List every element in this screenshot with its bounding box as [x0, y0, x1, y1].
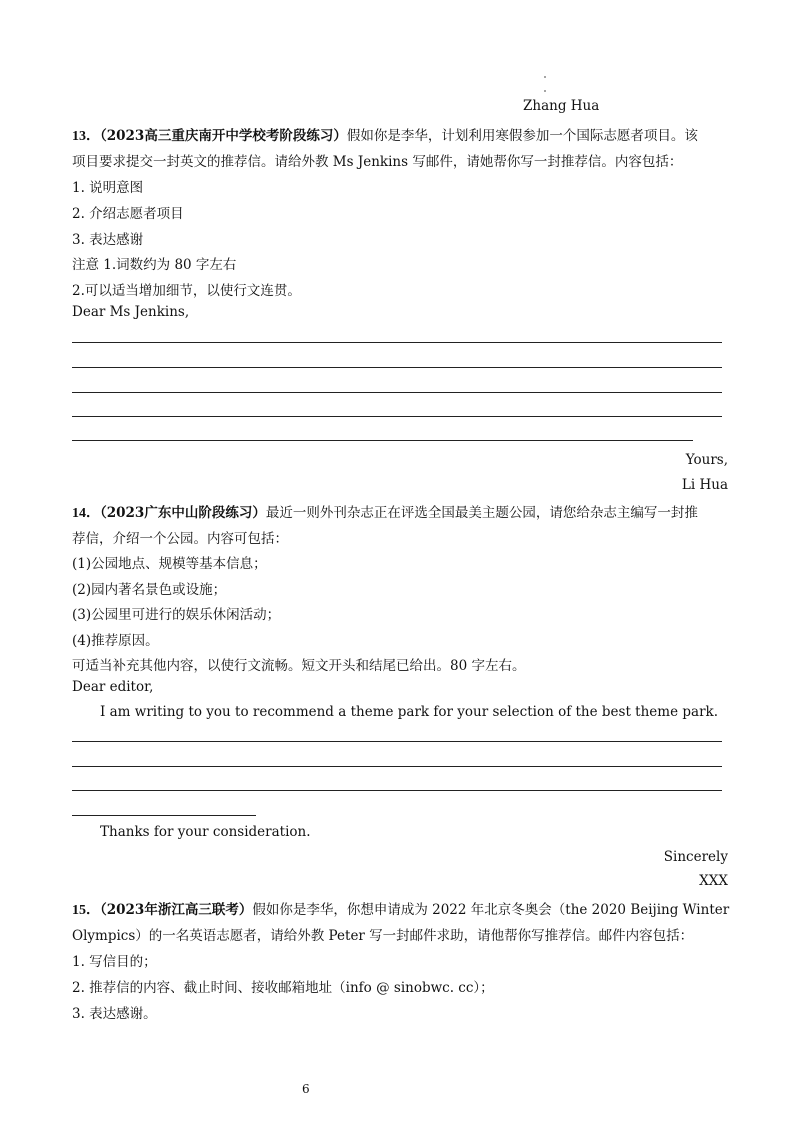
q14-writing-line	[72, 741, 722, 742]
q13-closing: Yours,	[685, 452, 728, 468]
q14-writing-line	[72, 766, 722, 767]
q15-item-1: 1. 写信目的；	[72, 954, 157, 970]
page-number: 6	[302, 1082, 310, 1096]
q13-writing-line	[72, 440, 693, 441]
q13-greeting: Dear Ms Jenkins,	[72, 304, 190, 320]
q13-writing-line	[72, 416, 722, 417]
q14-writing-line	[72, 790, 722, 791]
stray-mark	[544, 90, 546, 92]
q15-number: 15．	[72, 903, 100, 918]
q13-item-1: 1. 说明意图	[72, 180, 144, 196]
q14-opening-sentence: I am writing to you to recommend a theme park for your selection of the best theme park.	[100, 704, 718, 720]
q13-prompt-text1: 假如你是李华，计划利用寒假参加一个国际志愿者项目。该	[346, 128, 698, 144]
q13-writing-line	[72, 367, 722, 368]
q14-note: 可适当补充其他内容，以使行文流畅。短文开头和结尾已给出。80 字左右。	[72, 658, 526, 674]
q13-source: （2023高三重庆南开中学校考阶段练习）	[100, 128, 347, 144]
q14-writing-line	[72, 815, 256, 816]
q15-prompt-line2: Olympics）的一名英语志愿者，请给外教 Peter 写一封邮件求助，请他帮你写推荐信。邮件内容包括：	[72, 928, 694, 944]
q14-prompt-text1: 最近一则外刊杂志正在评选全国最美主题公园，请您给杂志主编写一封推	[265, 505, 698, 521]
q15-item-2: 2. 推荐信的内容、截止时间、接收邮箱地址（info @ sinobwc. cc）；	[72, 980, 494, 996]
q14-number: 14．	[72, 506, 100, 521]
q13-writing-line	[72, 392, 722, 393]
q13-signature: Li Hua	[681, 477, 728, 493]
stray-mark	[544, 76, 546, 78]
q13-number: 13．	[72, 129, 100, 144]
q14-greeting: Dear editor,	[72, 679, 154, 695]
q14-item-1: (1)公园地点、规模等基本信息；	[72, 556, 267, 572]
q13-prompt-line2: 项目要求提交一封英文的推荐信。请给外教 Ms Jenkins 写邮件，请她帮你写一封推荐信。内容包括：	[72, 154, 683, 170]
q14-prompt-line2: 荐信，介绍一个公园。内容可包括：	[72, 531, 288, 547]
previous-signature: Zhang Hua	[523, 98, 600, 114]
q13-note-1: 注意 1.词数约为 80 字左右	[72, 257, 237, 273]
q13-writing-line	[72, 342, 722, 343]
q14-source: （2023广东中山阶段练习）	[100, 505, 266, 521]
q15-item-3: 3. 表达感谢。	[72, 1006, 157, 1022]
q14-item-3: (3)公园里可进行的娱乐休闲活动；	[72, 607, 281, 623]
q14-closing: Sincerely	[663, 849, 728, 865]
q13-note-2: 2.可以适当增加细节，以使行文连贯。	[72, 283, 301, 299]
q14-item-2: (2)园内著名景色或设施；	[72, 582, 227, 598]
q13-item-3: 3. 表达感谢	[72, 232, 144, 248]
q15-prompt-line1	[72, 898, 729, 919]
q13-prompt-line1	[72, 124, 698, 145]
q15-source: （2023年浙江高三联考）	[100, 902, 253, 918]
q13-item-2: 2. 介绍志愿者项目	[72, 206, 184, 222]
q15-prompt-text1: 假如你是李华，你想申请成为 2022 年北京冬奥会（the 2020 Beijing Winter	[252, 902, 730, 918]
q14-thanks: Thanks for your consideration.	[100, 824, 311, 840]
q14-signature: XXX	[699, 873, 728, 889]
q14-prompt-line1	[72, 501, 698, 522]
q14-item-4: (4)推荐原因。	[72, 633, 159, 649]
